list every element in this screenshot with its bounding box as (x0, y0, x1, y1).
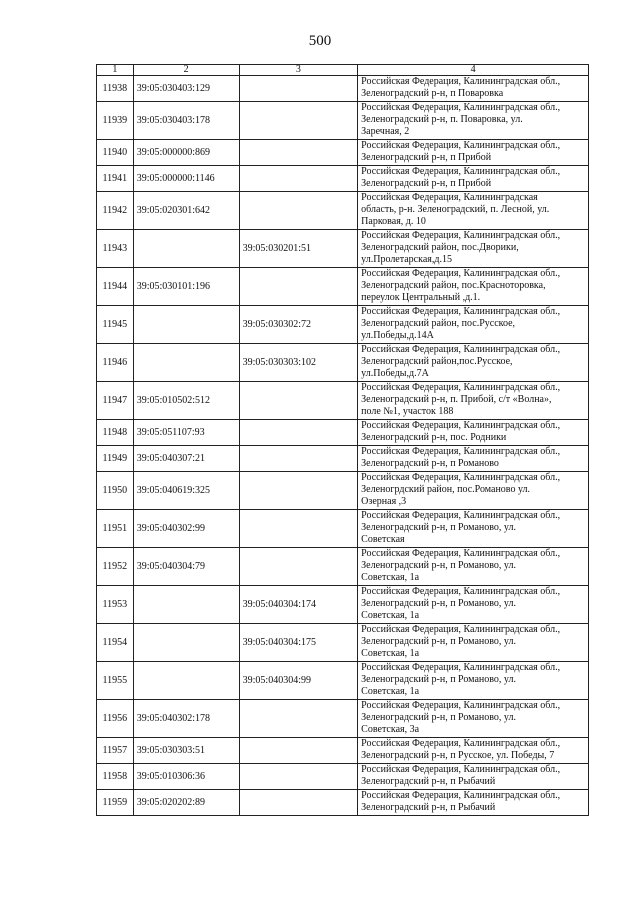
row-number-cell: 11941 (97, 166, 134, 192)
row-number-cell: 11956 (97, 700, 134, 738)
row-number-cell: 11942 (97, 192, 134, 230)
address-cell (358, 166, 589, 192)
address-line: Советская, 3а (361, 724, 420, 735)
table-row (97, 166, 589, 192)
address-line: Российская Федерация, Калининградская обл., (361, 548, 561, 559)
cadastral-number-cell: 39:05:040619:325 (133, 472, 239, 510)
address-line: Российская Федерация, Калининградская обл., (361, 790, 561, 801)
address-cell (358, 662, 589, 700)
cadastral-number-cell: 39:05:030303:51 (133, 738, 239, 764)
cadastral-number-cell: 39:05:030403:178 (133, 102, 239, 140)
row-number-cell: 11959 (97, 790, 134, 816)
address-line: поле №1, участок 188 (361, 406, 454, 417)
cadastral-number-cell: 39:05:051107:93 (133, 420, 239, 446)
table-row (97, 268, 589, 306)
address-line: Российская Федерация, Калининградская обл., (361, 344, 561, 355)
address-line: ул.Победы,д.7А (361, 368, 429, 379)
address-cell (358, 420, 589, 446)
row-number-cell: 11947 (97, 382, 134, 420)
row-number-cell: 11938 (97, 76, 134, 102)
address-line: Российская Федерация, Калининградская обл., (361, 510, 561, 521)
cadastral-number-cell: 39:05:040304:79 (133, 548, 239, 586)
cadastral-number-col3-cell (239, 140, 358, 166)
address-cell (358, 382, 589, 420)
row-number-cell: 11954 (97, 624, 134, 662)
address-cell (358, 738, 589, 764)
address-line: Зеленоградский р-н, п Романово, ул. (361, 560, 516, 571)
address-line: ул.Победы,д.14А (361, 330, 434, 341)
cadastral-number-col3-cell (239, 192, 358, 230)
address-line: Советская (361, 534, 405, 545)
address-line: Советская, 1а (361, 610, 420, 621)
table-row (97, 446, 589, 472)
cadastral-number-col3-cell (239, 166, 358, 192)
address-cell (358, 472, 589, 510)
cadastral-number-col3-cell (239, 790, 358, 816)
column-number-row (97, 65, 589, 76)
cadastral-number-col3-cell (239, 76, 358, 102)
column-number-1: 1 (97, 65, 134, 76)
cadastral-number-col3-cell (239, 472, 358, 510)
row-number-cell: 11939 (97, 102, 134, 140)
row-number-cell: 11952 (97, 548, 134, 586)
address-line: Зеленоградский р-н, п Прибой (361, 178, 492, 189)
table-row (97, 510, 589, 548)
table-row (97, 192, 589, 230)
address-line: Зеленоградский р-н, п. Поваровка, ул. (361, 114, 523, 125)
cadastral-number-col3-cell (239, 510, 358, 548)
address-line: Российская Федерация, Калининградская обл., (361, 420, 561, 431)
table-row (97, 140, 589, 166)
cadastral-number-col3-cell (239, 446, 358, 472)
cadastral-number-col3-cell (239, 700, 358, 738)
table-row (97, 306, 589, 344)
cadastral-number-cell: 39:05:000000:1146 (133, 166, 239, 192)
table-row (97, 662, 589, 700)
address-line: Российская Федерация, Калининградская обл., (361, 306, 561, 317)
cadastral-number-cell: 39:05:020202:89 (133, 790, 239, 816)
address-line: Зеленогрдский район, пос.Романово ул. (361, 484, 531, 495)
address-line: Российская Федерация, Калининградская обл., (361, 472, 561, 483)
address-cell (358, 548, 589, 586)
cadastral-number-col3-cell: 39:05:030201:51 (239, 230, 358, 268)
row-number-cell: 11945 (97, 306, 134, 344)
address-line: Зеленоградский район, пос.Дворики, (361, 242, 519, 253)
address-line: Российская Федерация, Калининградская обл., (361, 102, 561, 113)
address-cell (358, 586, 589, 624)
address-line: Зеленоградский р-н, п Романово, ул. (361, 522, 516, 533)
cadastral-number-col3-cell: 39:05:040304:175 (239, 624, 358, 662)
table-row (97, 230, 589, 268)
table-row (97, 548, 589, 586)
row-number-cell: 11951 (97, 510, 134, 548)
address-line: Зеленоградский район,пос.Русское, (361, 356, 513, 367)
address-line: Российская Федерация, Калининградская обл., (361, 140, 561, 151)
address-line: Российская Федерация, Калининградская обл., (361, 76, 561, 87)
address-cell (358, 192, 589, 230)
cadastral-number-cell: 39:05:030101:196 (133, 268, 239, 306)
address-line: Советская, 1а (361, 648, 420, 659)
table-row (97, 102, 589, 140)
address-cell (358, 446, 589, 472)
page-number: 500 (308, 33, 332, 49)
address-line: Зеленоградский р-н, п Рыбачий (361, 776, 496, 787)
cadastral-number-col3-cell: 39:05:030302:72 (239, 306, 358, 344)
table-row (97, 76, 589, 102)
address-line: Парковая, д. 10 (361, 216, 426, 227)
row-number-cell: 11955 (97, 662, 134, 700)
address-line: переулок Центральный ,д.1. (361, 292, 481, 303)
address-cell (358, 230, 589, 268)
address-line: Зеленоградский р-н, п Поваровка (361, 88, 504, 99)
address-cell (358, 510, 589, 548)
table-row (97, 738, 589, 764)
cadastral-number-cell: 39:05:040302:99 (133, 510, 239, 548)
cadastral-number-cell: 39:05:010306:36 (133, 764, 239, 790)
column-number-2: 2 (133, 65, 239, 76)
address-cell (358, 268, 589, 306)
cadastral-number-cell (133, 586, 239, 624)
cadastral-number-col3-cell (239, 382, 358, 420)
address-line: Зеленоградский р-н, п Романово (361, 458, 499, 469)
address-cell (358, 102, 589, 140)
address-line: Зеленоградский р-н, п Романово, ул. (361, 674, 516, 685)
address-line: Российская Федерация, Калининградская обл., (361, 764, 561, 775)
row-number-cell: 11953 (97, 586, 134, 624)
column-number-4: 4 (358, 65, 589, 76)
address-line: Российская Федерация, Калининградская обл., (361, 586, 561, 597)
address-line: Российская Федерация, Калининградская обл., (361, 268, 561, 279)
cadastral-number-col3-cell (239, 738, 358, 764)
row-number-cell: 11943 (97, 230, 134, 268)
cadastral-number-col3-cell (239, 102, 358, 140)
table-row (97, 790, 589, 816)
row-number-cell: 11958 (97, 764, 134, 790)
address-line: Российская Федерация, Калининградская обл., (361, 382, 561, 393)
address-line: Советская, 1а (361, 686, 420, 697)
table-row (97, 764, 589, 790)
cadastral-number-col3-cell (239, 764, 358, 790)
address-line: Зеленоградский р-н, п Прибой (361, 152, 492, 163)
table-row (97, 700, 589, 738)
cadastral-number-cell: 39:05:010502:512 (133, 382, 239, 420)
cadastral-number-col3-cell: 39:05:040304:99 (239, 662, 358, 700)
cadastral-number-cell: 39:05:000000:869 (133, 140, 239, 166)
address-line: Советская, 1а (361, 572, 420, 583)
address-line: ул.Пролетарская,д.15 (361, 254, 452, 265)
address-cell (358, 624, 589, 662)
cadastral-number-cell: 39:05:030403:129 (133, 76, 239, 102)
cadastral-number-cell (133, 230, 239, 268)
row-number-cell: 11946 (97, 344, 134, 382)
address-line: Российская Федерация, Калининградская обл., (361, 700, 561, 711)
address-line: Российская Федерация, Калининградская обл., (361, 166, 561, 177)
row-number-cell: 11944 (97, 268, 134, 306)
row-number-cell: 11948 (97, 420, 134, 446)
cadastral-number-cell (133, 662, 239, 700)
address-line: Заречная, 2 (361, 126, 410, 137)
address-cell (358, 764, 589, 790)
registry-body (97, 65, 589, 816)
address-line: Российская Федерация, Калининградская обл., (361, 624, 561, 635)
address-line: Зеленоградский р-н, п. Прибой, с/т «Волна», (361, 394, 552, 405)
address-line: Зеленоградский р-н, п Романово, ул. (361, 712, 516, 723)
address-line: Российская Федерация, Калининградская обл., (361, 230, 561, 241)
address-line: Зеленоградский р-н, п Русское, ул. Победы, 7 (361, 750, 555, 761)
address-line: Зеленоградский р-н, п Романово, ул. (361, 636, 516, 647)
cadastral-number-col3-cell: 39:05:040304:174 (239, 586, 358, 624)
registry-table (96, 64, 589, 816)
table-row (97, 420, 589, 446)
address-line: Зеленоградский р-н, п Романово, ул. (361, 598, 516, 609)
address-line: Зеленоградский р-н, п Рыбачий (361, 802, 496, 813)
table-row (97, 586, 589, 624)
table-row (97, 472, 589, 510)
row-number-cell: 11940 (97, 140, 134, 166)
address-cell (358, 700, 589, 738)
cadastral-number-cell (133, 306, 239, 344)
cadastral-number-col3-cell: 39:05:030303:102 (239, 344, 358, 382)
address-cell (358, 344, 589, 382)
cadastral-number-cell: 39:05:040307:21 (133, 446, 239, 472)
cadastral-number-col3-cell (239, 420, 358, 446)
table-row (97, 382, 589, 420)
table-row (97, 624, 589, 662)
cadastral-number-cell: 39:05:040302:178 (133, 700, 239, 738)
address-cell (358, 140, 589, 166)
address-line: Озерная ,3 (361, 496, 407, 507)
row-number-cell: 11950 (97, 472, 134, 510)
column-number-3: 3 (239, 65, 358, 76)
address-line: Российская Федерация, Калининградская обл., (361, 738, 561, 749)
row-number-cell: 11957 (97, 738, 134, 764)
address-line: Зеленоградский р-н, пос. Родники (361, 432, 507, 443)
cadastral-number-cell (133, 344, 239, 382)
address-cell (358, 306, 589, 344)
cadastral-number-col3-cell (239, 268, 358, 306)
address-line: Зеленоградский район, пос.Красноторовка, (361, 280, 546, 291)
address-line: область, р-н. Зеленоградский, п. Лесной, ул. (361, 204, 550, 215)
address-line: Российская Федерация, Калининградская обл., (361, 446, 561, 457)
address-cell (358, 76, 589, 102)
cadastral-number-cell: 39:05:020301:642 (133, 192, 239, 230)
address-line: Российская Федерация, Калининградская обл., (361, 662, 561, 673)
address-line: Российская Федерация, Калининградская (361, 192, 538, 203)
address-cell (358, 790, 589, 816)
address-line: Зеленоградский район, пос.Русское, (361, 318, 516, 329)
table-row (97, 344, 589, 382)
cadastral-number-col3-cell (239, 548, 358, 586)
row-number-cell: 11949 (97, 446, 134, 472)
cadastral-number-cell (133, 624, 239, 662)
